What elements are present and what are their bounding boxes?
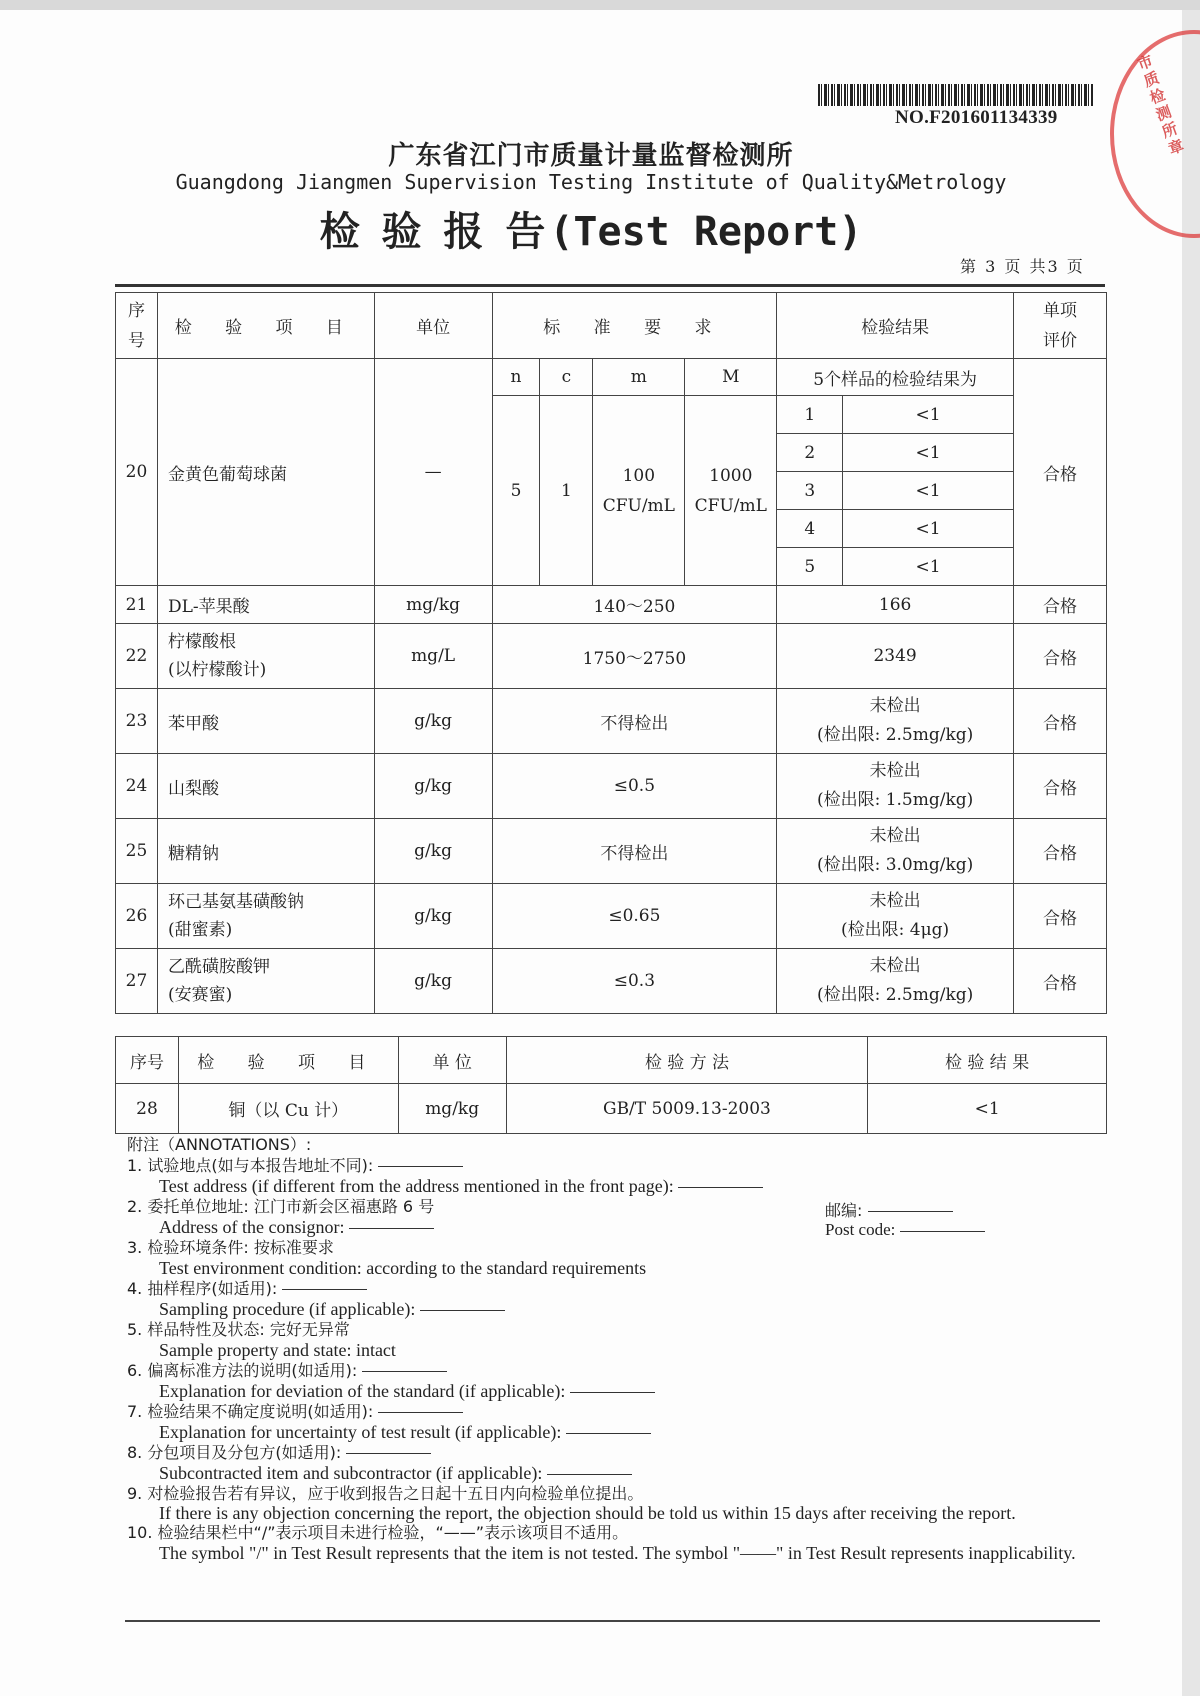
blank-line (678, 1187, 763, 1188)
evaluation-cell: 合格 (1013, 586, 1106, 624)
header-unit: 单位 (374, 293, 492, 359)
unit-cell: g/kg (374, 754, 492, 819)
annotation-cn: 样品特性及状态: 完好无异常 (147, 1319, 350, 1339)
table-row (116, 754, 1107, 819)
blank-line (570, 1392, 655, 1393)
annotation-number: 3. (127, 1237, 143, 1257)
seq-cell: 21 (116, 586, 158, 624)
item-cell: 环己基氨基磺酸钠 (甜蜜素) (157, 884, 374, 949)
header-method: 检 验 方 法 (506, 1037, 868, 1084)
item-cell: 铜（以 Cu 计） (178, 1084, 398, 1134)
unit-cell: mg/kg (374, 586, 492, 624)
table-row (116, 1084, 1107, 1134)
standard-cell: 不得检出 (492, 689, 777, 754)
result-cell: 未检出 (检出限: 2.5mg/kg) (777, 949, 1014, 1014)
institute-name-en: Guangdong Jiangmen Supervision Testing Institute of Quality&Metrology (175, 170, 1007, 194)
sample-no: 2 (777, 434, 843, 472)
table-row (116, 689, 1107, 754)
sample-no: 5 (777, 548, 843, 586)
unit-cell: g/kg (374, 689, 492, 754)
annotation-cn: 检验环境条件: 按标准要求 (147, 1237, 334, 1257)
annotation-item (127, 1279, 1102, 1320)
report-number: NO.F201601134339 (895, 107, 1058, 128)
seq-cell: 26 (116, 884, 158, 949)
annotation-item (127, 1484, 1102, 1524)
blank-line (282, 1289, 367, 1290)
M-value: 1000 CFU/mL (685, 396, 777, 586)
table-header-row (116, 1037, 1107, 1084)
annotation-number: 8. (127, 1442, 143, 1462)
blank-line (378, 1412, 463, 1413)
annotation-cn: 委托单位地址: 江门市新会区福惠路 6 号 (147, 1196, 435, 1216)
evaluation-cell: 合格 (1013, 754, 1106, 819)
seq-cell: 20 (116, 359, 158, 586)
unit-cell: g/kg (374, 884, 492, 949)
annotation-number: 6. (127, 1360, 143, 1380)
sample-value: <1 (843, 434, 1014, 472)
scan-edge (0, 0, 1200, 10)
evaluation-cell: 合格 (1013, 819, 1106, 884)
annotation-en: Test address (if different from the address mentioned in the front page): (159, 1176, 674, 1196)
unit-cell: mg/kg (398, 1084, 506, 1134)
result-cell: 2349 (777, 624, 1014, 689)
blank-line (349, 1228, 434, 1229)
table-row (116, 624, 1107, 689)
result-cell: 未检出 (检出限: 2.5mg/kg) (777, 689, 1014, 754)
annotation-item (127, 1156, 1102, 1197)
result-cell: 未检出 (检出限: 1.5mg/kg) (777, 754, 1014, 819)
test-results-table (115, 292, 1107, 1014)
item-cell: 糖精钠 (157, 819, 374, 884)
annotation-cn: 偏离标准方法的说明(如适用): (147, 1360, 358, 1380)
table-header-row (116, 293, 1107, 359)
header-item: 检 验 项 目 (157, 293, 374, 359)
sample-value: <1 (843, 510, 1014, 548)
item-cell: 乙酰磺胺酸钾 (安赛蜜) (157, 949, 374, 1014)
method-results-table (115, 1036, 1107, 1134)
seq-cell: 22 (116, 624, 158, 689)
sample-no: 1 (777, 396, 843, 434)
annotation-number: 4. (127, 1278, 143, 1298)
blank-line (547, 1474, 632, 1475)
header-m: m (593, 359, 685, 396)
annotation-en: Explanation for uncertainty of test result (if applicable): (159, 1422, 562, 1442)
institute-name-cn: 广东省江门市质量计量监督检测所 (388, 141, 794, 171)
postcode-en-label: Post code: (825, 1220, 896, 1239)
unit-cell: — (374, 359, 492, 586)
seq-cell: 27 (116, 949, 158, 1014)
annotation-number: 5. (127, 1319, 143, 1339)
postcode-cn (825, 1198, 953, 1221)
seq-cell: 25 (116, 819, 158, 884)
standard-cell: 140～250 (492, 586, 777, 624)
standard-cell: ≤0.5 (492, 754, 777, 819)
unit-cell: g/kg (374, 819, 492, 884)
annotation-en: Subcontracted item and subcontractor (if applicable): (159, 1463, 543, 1483)
annotation-cn: 试验地点(如与本报告地址不同): (147, 1155, 374, 1175)
header-rule (115, 284, 1105, 287)
result-cell: 166 (777, 586, 1014, 624)
evaluation-cell: 合格 (1013, 949, 1106, 1014)
header-c: c (540, 359, 593, 396)
item-cell: 金黄色葡萄球菌 (157, 359, 374, 586)
header-result: 检验结果 (777, 293, 1014, 359)
header-unit: 单 位 (398, 1037, 506, 1084)
method-cell: GB/T 5009.13-2003 (506, 1084, 868, 1134)
postcode-cn-label: 邮编: (825, 1201, 863, 1220)
result-cell: 未检出 (检出限: 3.0mg/kg) (777, 819, 1014, 884)
evaluation-cell: 合格 (1013, 884, 1106, 949)
standard-cell: ≤0.3 (492, 949, 777, 1014)
standard-cell: ≤0.65 (492, 884, 777, 949)
blank-line (566, 1433, 651, 1434)
evaluation-cell: 合格 (1013, 624, 1106, 689)
annotation-en: If there is any objection concerning the report, the objection should be told us within 15 days after receiving the report. (159, 1503, 1016, 1523)
seq-cell: 23 (116, 689, 158, 754)
sample-value: <1 (843, 472, 1014, 510)
sample-no: 4 (777, 510, 843, 548)
annotation-cn: 检验结果栏中“/”表示项目未进行检验，“——”表示该项目不适用。 (157, 1523, 629, 1542)
sample-no: 3 (777, 472, 843, 510)
standard-cell: 1750～2750 (492, 624, 777, 689)
item-cell: 柠檬酸根 (以柠檬酸计) (157, 624, 374, 689)
result-note: 5个样品的检验结果为 (777, 359, 1014, 396)
seq-cell: 24 (116, 754, 158, 819)
header-M: M (685, 359, 777, 396)
seal-stamp-text: 市质检测所章 (1133, 52, 1188, 160)
result-cell: <1 (868, 1084, 1107, 1134)
standard-cell: 不得检出 (492, 819, 777, 884)
annotation-number: 9. (127, 1483, 143, 1503)
table-row (116, 884, 1107, 949)
blank-line (362, 1371, 447, 1372)
annotation-number: 2. (127, 1196, 143, 1216)
unit-cell: mg/L (374, 624, 492, 689)
annotations (127, 1135, 1102, 1563)
annotation-number: 10. (127, 1523, 153, 1542)
header-item: 检 验 项 目 (178, 1037, 398, 1084)
annotation-en: Sample property and state: intact (159, 1340, 396, 1360)
annotation-en: Sampling procedure (if applicable): (159, 1299, 416, 1319)
c-value: 1 (540, 396, 593, 586)
annotations-heading: 附注（ANNOTATIONS）: (127, 1135, 312, 1154)
header-seq: 序号 (116, 1037, 179, 1084)
n-value: 5 (492, 396, 540, 586)
result-cell: 未检出 (检出限: 4μg) (777, 884, 1014, 949)
annotation-en: Explanation for deviation of the standard (if applicable): (159, 1381, 566, 1401)
table-row (116, 359, 1107, 396)
sample-value: <1 (843, 396, 1014, 434)
footer-rule (125, 1620, 1100, 1622)
evaluation-cell: 合格 (1013, 359, 1106, 586)
annotation-cn: 抽样程序(如适用): (147, 1278, 278, 1298)
barcode (818, 84, 1093, 106)
title-cn: 检 验 报 告 (319, 209, 550, 255)
item-cell: 苯甲酸 (157, 689, 374, 754)
table-row (116, 949, 1107, 1014)
blank-line (900, 1231, 985, 1232)
sample-value: <1 (843, 548, 1014, 586)
annotation-cn: 对检验报告若有异议，应于收到报告之日起十五日内向检验单位提出。 (147, 1483, 644, 1503)
annotation-item (127, 1402, 1102, 1443)
annotation-item (127, 1361, 1102, 1402)
annotation-en: The symbol "/" in Test Result represents that the item is not tested. The symbol "——" in Test Result represents inapplicability. (159, 1542, 1076, 1563)
evaluation-cell: 合格 (1013, 689, 1106, 754)
m-value: 100 CFU/mL (593, 396, 685, 586)
postcode-en (825, 1220, 985, 1240)
blank-line (868, 1211, 953, 1212)
annotation-en: Address of the consignor: (159, 1217, 345, 1237)
header-evaluation: 单项评价 (1013, 293, 1106, 359)
page-info: 第 3 页 共3 页 (960, 257, 1085, 276)
blank-line (346, 1453, 431, 1454)
annotation-item (127, 1523, 1102, 1563)
table-row (116, 819, 1107, 884)
seq-cell: 28 (116, 1084, 179, 1134)
blank-line (420, 1310, 505, 1311)
header-n: n (492, 359, 540, 396)
annotation-number: 7. (127, 1401, 143, 1421)
annotation-number: 1. (127, 1155, 143, 1175)
annotation-item (127, 1443, 1102, 1484)
header-result: 检 验 结 果 (868, 1037, 1107, 1084)
annotation-en: Test environment condition: according to the standard requirements (159, 1258, 647, 1278)
item-cell: DL-苹果酸 (157, 586, 374, 624)
item-cell: 山梨酸 (157, 754, 374, 819)
report-title (0, 200, 1182, 257)
header-standard: 标 准 要 求 (492, 293, 777, 359)
annotation-item (127, 1320, 1102, 1361)
blank-line (378, 1166, 463, 1167)
annotation-item (127, 1238, 1102, 1279)
unit-cell: g/kg (374, 949, 492, 1014)
table-row (116, 586, 1107, 624)
annotation-cn: 分包项目及分包方(如适用): (147, 1442, 342, 1462)
annotation-cn: 检验结果不确定度说明(如适用): (147, 1401, 374, 1421)
header-seq: 序号 (116, 293, 158, 359)
title-en: (Test Report) (549, 209, 863, 255)
